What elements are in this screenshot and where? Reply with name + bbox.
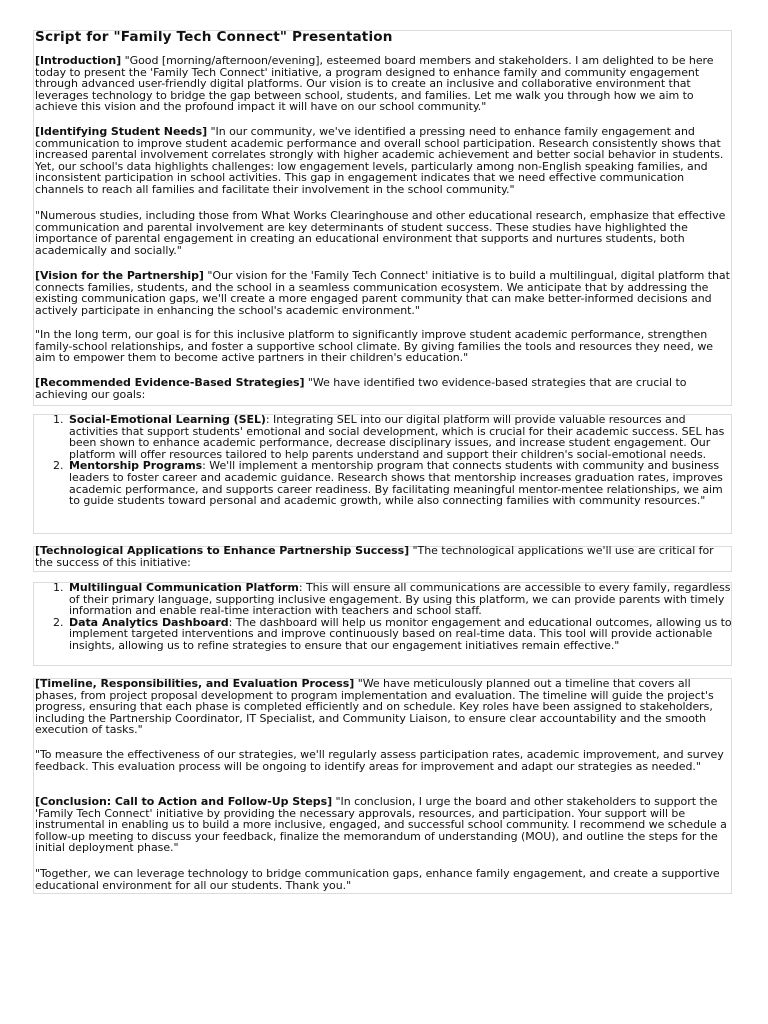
studies-paragraph <box>35 210 732 256</box>
list-number: 2. <box>53 615 64 629</box>
list-number: 2. <box>53 459 64 473</box>
list-number: 1. <box>53 413 64 426</box>
list-item-text: : This will ensure all communications are accessible to every family, regardless of their primary language, supporting inclusive engagement. By using this platform, we can provide parents with timely information and enable real-time interaction with teachers and school staff. <box>69 581 731 618</box>
list-item-label: Mentorship Programs <box>69 459 203 473</box>
longterm-text: "In the long term, our goal is for this inclusive platform to significantly improve student academic performance, strengthen family-school relationships, and foster a supportive school climate. By giving families the tools and resources they need, we aim to empower them to become active partners in their children's education." <box>35 328 714 365</box>
measure-text: "To measure the effectiveness of our strategies, we'll regularly assess participation rates, academic improvement, and survey feedback. This evaluation process will be ongoing to identify areas for improvement and adapt our strategies as needed." <box>35 748 724 773</box>
list-item-text: : We'll implement a mentorship program that connects students with community and business leaders to foster career and academic guidance. Research shows that mentorship increases graduation rates, improves academic performance, and supports career readiness. By facilitating meaningful mentor-mentee relationships, we aim to guide students toward personal and academic growth, while also connecting families with community resources." <box>69 459 723 508</box>
timeline-label: [Timeline, Responsibilities, and Evaluation Process] <box>35 677 355 690</box>
strategies-text: "We have identified two evidence-based strategies that are crucial to achieving our goals: <box>35 376 687 401</box>
intro-text: "Good [morning/afternoon/evening], esteemed board members and stakeholders. I am delighted to be here today to present the 'Family Tech Connect' initiative, a program designed to enhance family and community engagement through advanced user-friendly digital platforms. Our vision is to create an inclusive and collaborative environment that leverages technology to bridge the gap between school, students, and families. Let me walk you through how we aim to achieve this vision and the profound impact it will have on our school community." <box>35 54 714 114</box>
timeline-paragraph <box>35 678 732 736</box>
closing-paragraph <box>35 868 732 891</box>
timeline-text: "We have meticulously planned out a timeline that covers all phases, from project proposal development to program implementation and evaluation. The timeline will guide the project's progress, ensuring that each phase is completed efficiently and on schedule. Key roles have been assigned to stakeholders, including the Partnership Coordinator, IT Specialist, and Community Liaison, to ensure clear accountability and the smooth execution of tasks." <box>35 677 714 737</box>
tech-text: "The technological applications we'll use are critical for the success of this initiative: <box>35 544 714 569</box>
list-item-label: Social-Emotional Learning (SEL) <box>69 413 266 426</box>
list-number: 1. <box>53 581 64 594</box>
needs-text: "In our community, we've identified a pressing need to enhance family engagement and communication to improve student academic performance and overall school participation. Research consistently shows that increased parental involvement correlates strongly with higher academic achievement and better social behavior in students. Yet, our school's data highlights challenges: low engagement levels, particularly among non-English speaking families, and inconsistent participation in school activities. This gap in engagement indicates that we need effective communication channels to reach all families and facilitate their involvement in the school community." <box>35 125 724 196</box>
studies-text: "Numerous studies, including those from What Works Clearinghouse and other educational research, emphasize that effective communication and parental involvement are key determinants of student success. These studies have highlighted the importance of parental engagement in creating an educational environment that supports and nurtures students, both academically and socially." <box>35 209 726 257</box>
tech-list <box>35 582 732 652</box>
strategies-paragraph <box>35 377 732 400</box>
list-item-text: : The dashboard will help us monitor engagement and educational outcomes, allowing us to implement targeted interventions and improve continuously based on real-time data. This tool will provide actionable insights, allowing us to refine strategies to ensure that our engagement initiatives remain effective." <box>69 615 732 652</box>
list-item-text: : Integrating SEL into our digital platform will provide valuable resources and activities that support students' emotional and social development, which is crucial for their academic success. SEL has been shown to enhance academic performance, decrease disciplinary issues, and increase student engagement. Our platform will offer resources tailored to help parents understand and support their children's social-emotional needs. <box>69 413 725 461</box>
vision-label: [Vision for the Partnership] <box>35 269 204 282</box>
strategies-label: [Recommended Evidence-Based Strategies] <box>35 376 305 389</box>
strategies-list <box>35 414 732 507</box>
conclusion-paragraph <box>35 796 732 854</box>
intro-label: [Introduction] <box>35 54 122 67</box>
needs-label: [Identifying Student Needs] <box>35 125 208 138</box>
list-item-label: Multilingual Communication Platform <box>69 581 299 594</box>
list-item <box>35 460 732 506</box>
vision-paragraph <box>35 270 732 316</box>
needs-paragraph <box>35 126 732 196</box>
longterm-paragraph <box>35 329 732 364</box>
tech-label: [Technological Applications to Enhance Partnership Success] <box>35 544 410 557</box>
conclusion-label: [Conclusion: Call to Action and Follow-Up Steps] <box>35 795 333 808</box>
conclusion-text: "In conclusion, I urge the board and other stakeholders to support the 'Family Tech Connect' initiative by providing the necessary approvals, resources, and participation. Your support will be instrumental in enabling us to build a more inclusive, engaged, and successful school community. I recommend we schedule a follow-up meeting to discuss your feedback, finalize the memorandum of understanding (MOU), and outline the steps for the initial deployment phase." <box>35 795 727 855</box>
list-item <box>35 617 732 652</box>
vision-text: "Our vision for the 'Family Tech Connect' initiative is to build a multilingual, digital platform that connects families, students, and the school in a seamless communication ecosystem. We anticipate that by addressing the existing communication gaps, we'll create a more engaged parent community that can make better-informed decisions and actively participate in enhancing the school's academic environment." <box>35 269 730 317</box>
closing-text: "Together, we can leverage technology to bridge communication gaps, enhance family engagement, and create a supportive educational environment for all our students. Thank you." <box>35 867 720 892</box>
list-item-label: Data Analytics Dashboard <box>69 615 229 629</box>
list-item <box>35 582 732 617</box>
list-item <box>35 414 732 460</box>
measure-paragraph <box>35 749 732 772</box>
tech-paragraph <box>35 545 732 568</box>
document-title: Script for "Family Tech Connect" Presentation <box>35 29 393 45</box>
intro-paragraph <box>35 55 732 113</box>
